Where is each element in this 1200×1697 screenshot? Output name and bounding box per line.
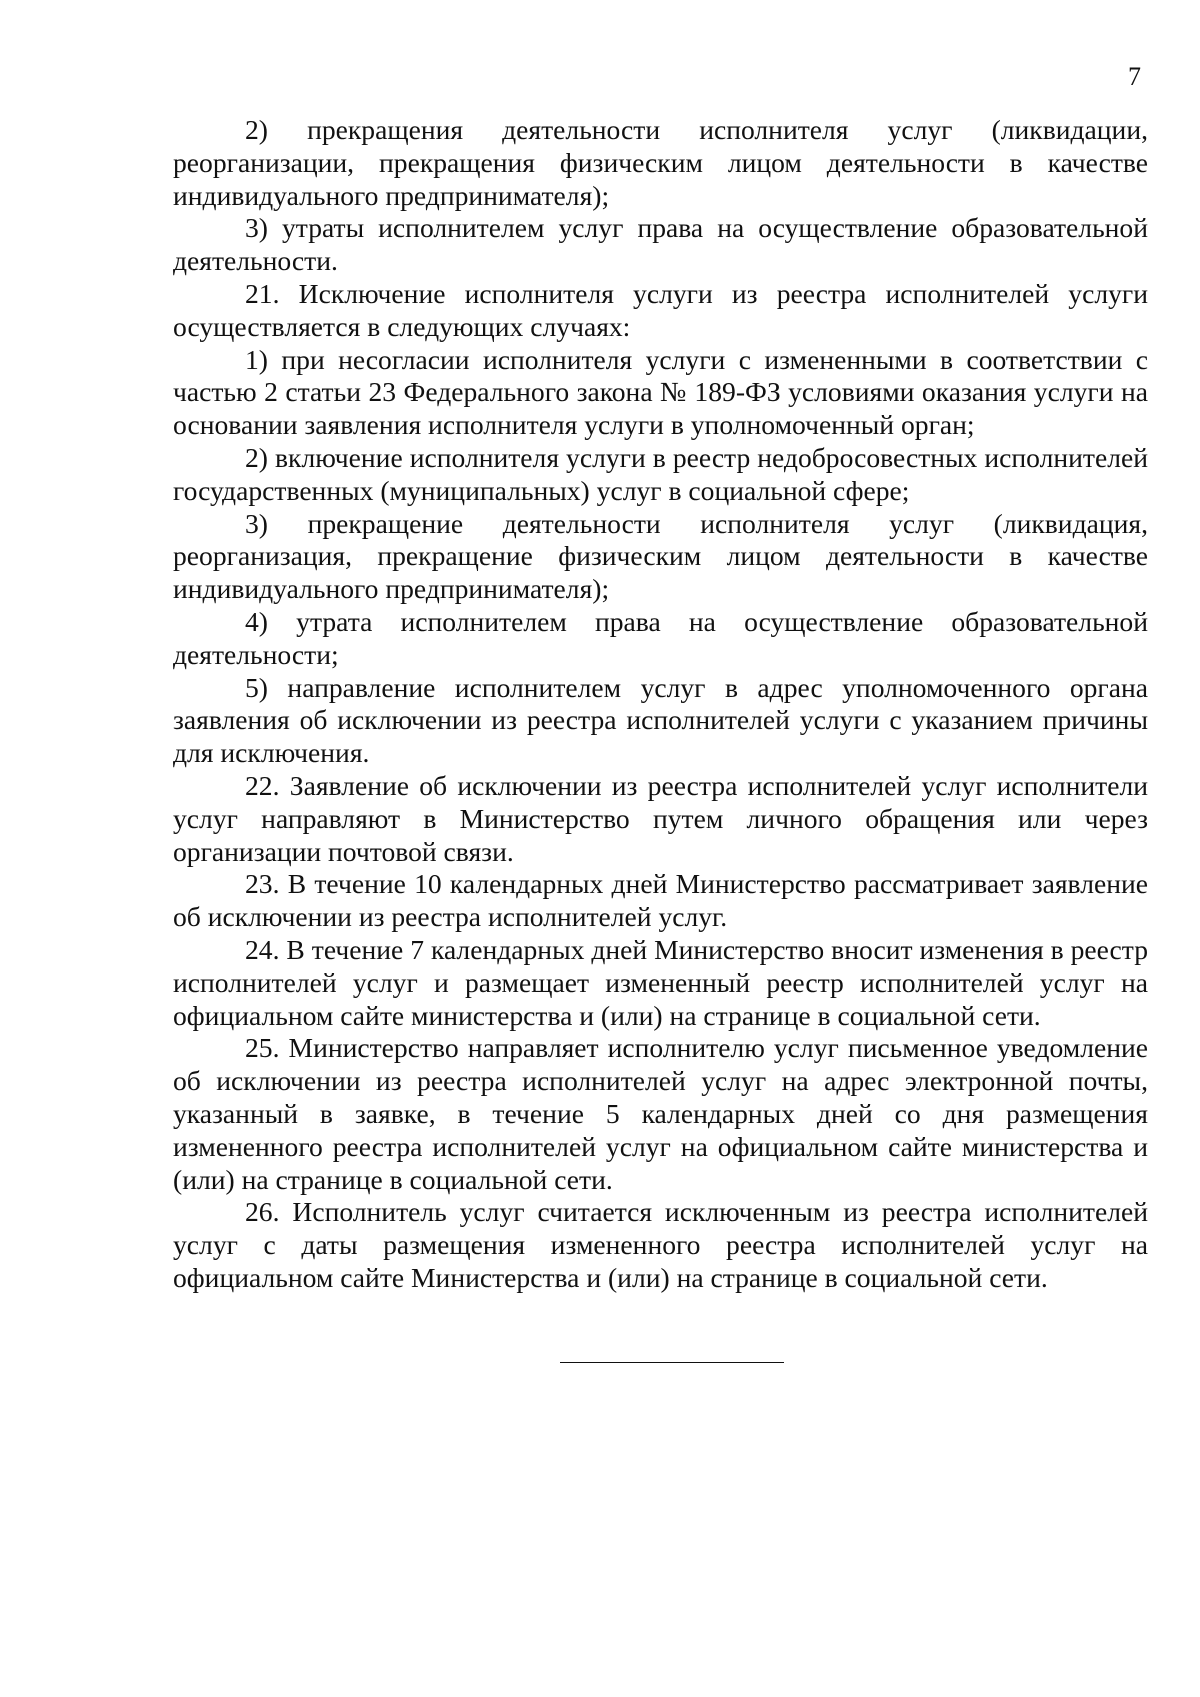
paragraph: 2) прекращения деятельности исполнителя услуг (ликвидации, реорганизации, прекращения физическим лицом деятельности в качестве индивидуального предпринимателя);: [173, 114, 1148, 211]
paragraph: 4) утрата исполнителем права на осуществление образовательной деятельности;: [173, 605, 1148, 670]
paragraph: 26. Исполнитель услуг считается исключенным из реестра исполнителей услуг с даты размещения измененного реестра исполнителей услуг на официальном сайте Министерства и (или) на странице в социальной сети.: [173, 1196, 1148, 1293]
paragraph: 21. Исключение исполнителя услуги из реестра исполнителей услуги осуществляется в следующих случаях:: [173, 277, 1148, 342]
document-body: [173, 114, 1148, 1295]
end-divider-line: [560, 1362, 784, 1363]
paragraph: 5) направление исполнителем услуг в адрес уполномоченного органа заявления об исключении из реестра исполнителей услуги с указанием причины для исключения.: [173, 671, 1148, 769]
paragraph: 22. Заявление об исключении из реестра исполнителей услуг исполнители услуг направляют в Министерство путем личного обращения или через организации почтовой связи.: [173, 769, 1148, 867]
paragraph: 3) прекращение деятельности исполнителя услуг (ликвидация, реорганизация, прекращение физическим лицом деятельности в качестве индивидуального предпринимателя);: [173, 507, 1148, 605]
paragraph: 2) включение исполнителя услуги в реестр недобросовестных исполнителей государственных (муниципальных) услуг в социальной сфере;: [173, 441, 1148, 506]
paragraph: 1) при несогласии исполнителя услуги с измененными в соответствии с частью 2 статьи 23 Федерального закона № 189-ФЗ условиями оказания услуги на основании заявления исполнителя услуги в уполномоченный орган;: [173, 343, 1148, 441]
paragraph: 3) утраты исполнителем услуг права на осуществление образовательной деятельности.: [173, 212, 1148, 277]
paragraph: 25. Министерство направляет исполнителю услуг письменное уведомление об исключении из реестра исполнителей услуг на адрес электронной почты, указанный в заявке, в течение 5 календарных дней со дня размещения измененного реестра исполнителей услуг на официальном сайте министерства и (или) на странице в социальной сети.: [173, 1032, 1148, 1195]
page-number: 7: [1128, 62, 1141, 91]
paragraph: 24. В течение 7 календарных дней Министерство вносит изменения в реестр исполнителей услуг и размещает измененный реестр исполнителей услуг на официальном сайте министерства и (или) на странице в социальной сети.: [173, 933, 1148, 1031]
paragraph: 23. В течение 10 календарных дней Министерство рассматривает заявление об исключении из реестра исполнителей услуг.: [173, 868, 1148, 933]
